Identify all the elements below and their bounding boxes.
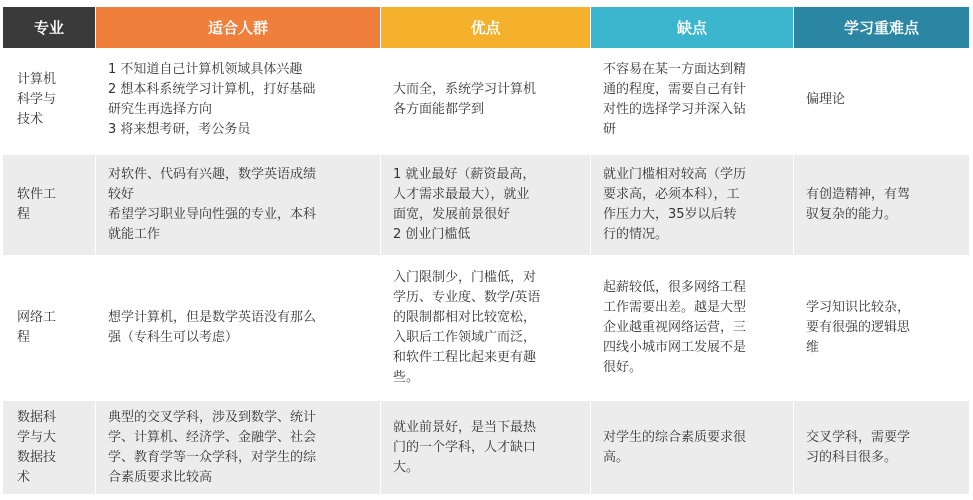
cell-line: 偏理论 [806, 92, 846, 107]
cell-line: 不容易在某一方面达到精 [603, 62, 747, 77]
cell-major [3, 258, 96, 401]
cell-line: 1 就业最好（薪资最高， [393, 167, 536, 182]
cell-cons [591, 48, 794, 155]
cell-line: 面宽，发展前景很好 [393, 207, 511, 222]
cell-line: 数据技 [17, 449, 57, 465]
cell-line: 网络工 [17, 310, 57, 325]
cell-audience [96, 155, 381, 258]
cell-line: 就能工作 [108, 227, 161, 242]
cell-line: 通的程度，需要自己有针 [603, 82, 747, 97]
cell-line: 1 不知道自己计算机领域具体兴趣 [108, 62, 303, 77]
cell-pros [381, 401, 591, 497]
cell-line: 工作需要出差。越是大型 [603, 300, 747, 315]
cell-line: 学、计算机、经济学、金融学、社会 [108, 429, 317, 445]
table-body [3, 48, 969, 497]
cell-line: 要有很强的逻辑思 [806, 320, 911, 335]
cell-line: 大而全，系统学习计算机 [393, 82, 537, 97]
cell-line: 门的一个学科，人才缺口 [393, 439, 537, 455]
cell-line: 典型的交叉学科，涉及到数学、统计 [108, 409, 317, 425]
cell-line: 学历、专业度、数学/英语 [393, 290, 541, 305]
cell-line: 人才需求最最大），就业 [393, 187, 530, 202]
cell-major [3, 401, 96, 497]
cell-line: 有创造精神，有驾 [806, 187, 911, 202]
cell-line: 行的情况。 [603, 227, 669, 242]
cell-line: 对软件、代码有兴趣，数学英语成绩 [108, 167, 317, 182]
cell-line: 3 将来想考研，考公务员 [108, 122, 251, 137]
cell-line: 想学计算机，但是数学英语没有那么 [108, 310, 317, 325]
cell-line: 数据科 [17, 409, 57, 425]
cell-line: 作压力大，35岁以后转 [603, 207, 737, 222]
cell-line: 合素质要求比较高 [108, 469, 213, 485]
cell-cons [591, 401, 794, 497]
cell-line: 研 [603, 122, 617, 137]
cell-line: 高。 [603, 449, 630, 465]
major-comparison-table [3, 7, 969, 497]
cell-line: 起薪较低，很多网络工程 [603, 280, 747, 295]
cell-major [3, 48, 96, 155]
header-pros: 优点 [381, 7, 591, 48]
cell-focus [794, 48, 969, 155]
table-row [3, 48, 969, 155]
cell-line: 2 创业门槛低 [393, 227, 471, 242]
cell-line: 对性的选择学习并深入钻 [603, 102, 747, 117]
cell-line: 四线小城市网工发展不是 [603, 340, 747, 355]
cell-line: 的限制都相对比较宽松， [393, 310, 537, 325]
cell-line: 大。 [393, 459, 420, 475]
cell-line: 就业门槛相对较高（学历 [603, 167, 747, 182]
header-focus: 学习重难点 [794, 7, 969, 48]
cell-line: 术 [17, 469, 31, 485]
cell-line: 学与大 [17, 429, 57, 445]
cell-line: 些。 [393, 370, 420, 385]
table-header-row [3, 7, 969, 48]
table-row [3, 258, 969, 401]
cell-line: 计算机 [17, 72, 57, 87]
cell-line: 和软件工程比起来更有趣 [393, 350, 537, 365]
cell-line: 研究生再选择方向 [108, 102, 213, 117]
cell-line: 希望学习职业导向性强的专业，本科 [108, 207, 317, 222]
cell-line: 很好。 [603, 360, 643, 375]
cell-audience [96, 401, 381, 497]
cell-audience [96, 48, 381, 155]
cell-line: 学习知识比较杂， [806, 300, 911, 315]
cell-focus [794, 258, 969, 401]
header-major: 专业 [3, 7, 96, 48]
cell-line: 要求高，必须本科），工 [603, 187, 740, 202]
cell-audience [96, 258, 381, 401]
comparison-table-wrapper [3, 7, 969, 497]
cell-cons [591, 258, 794, 401]
cell-pros [381, 155, 591, 258]
cell-line: 对学生的综合素质要求很 [603, 429, 747, 445]
cell-line: 入职后工作领域广而泛， [393, 330, 537, 345]
cell-focus [794, 155, 969, 258]
cell-line: 程 [17, 330, 31, 345]
cell-line: 软件工 [17, 187, 57, 202]
cell-line: 较好 [108, 187, 135, 202]
cell-cons [591, 155, 794, 258]
cell-line: 交叉学科，需要学 [806, 429, 911, 445]
cell-line: 企业越重视网络运营，三 [603, 320, 747, 335]
cell-pros [381, 48, 591, 155]
cell-pros [381, 258, 591, 401]
cell-line: 驭复杂的能力。 [806, 207, 898, 222]
cell-line: 学、教育学等一众学科，对学生的综 [108, 449, 317, 465]
header-audience: 适合人群 [96, 7, 381, 48]
cell-line: 维 [806, 340, 820, 355]
cell-line: 各方面能都学到 [393, 102, 485, 117]
cell-line: 程 [17, 207, 31, 222]
table-row [3, 401, 969, 497]
cell-line: 2 想本科系统学习计算机，打好基础 [108, 82, 316, 97]
header-cons: 缺点 [591, 7, 794, 48]
cell-focus [794, 401, 969, 497]
cell-line: 科学与 [17, 92, 57, 107]
cell-line: 强（专科生可以考虑） [108, 330, 239, 345]
cell-line: 习的科目很多。 [806, 449, 898, 465]
cell-major [3, 155, 96, 258]
cell-line: 就业前景好，是当下最热 [393, 419, 537, 435]
cell-line: 入门限制少，门槛低，对 [393, 270, 537, 285]
table-row [3, 155, 969, 258]
cell-line: 技术 [17, 112, 44, 127]
